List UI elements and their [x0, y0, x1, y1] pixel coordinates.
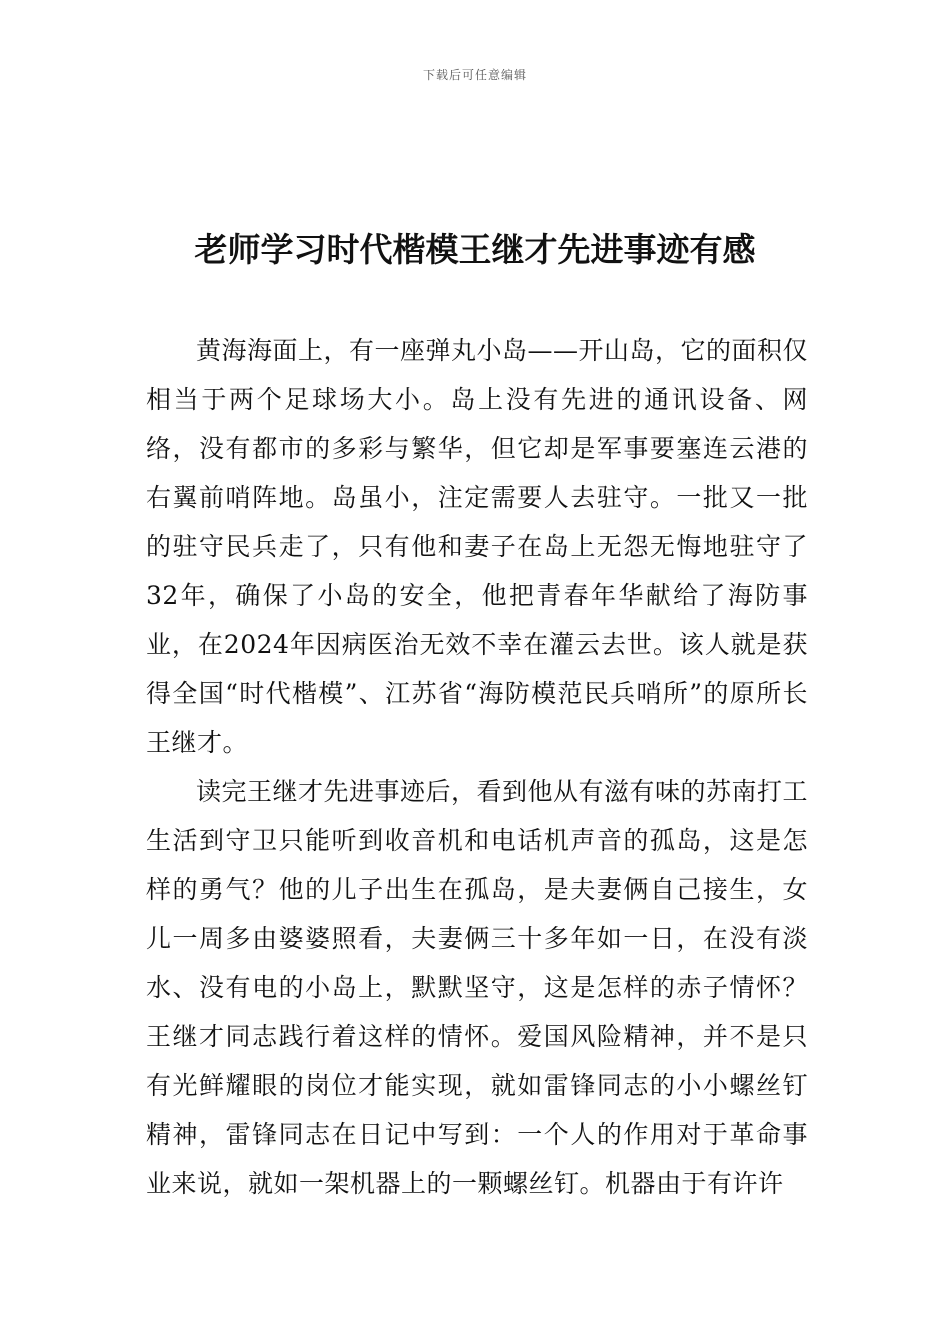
paragraph-2: 读完王继才先进事迹后，看到他从有滋有味的苏南打工生活到守卫只能听到收音机和电话机声音的孤岛，这是怎样的勇气？他的儿子出生在孤岛，是夫妻俩自己接生，女儿一周多由婆婆照看，夫妻俩三十多年如一日，在没有淡水、没有电的小岛上，默默坚守，这是怎样的赤子情怀？王继才同志践行着这样的情怀。爱国风险精神，并不是只有光鲜耀眼的岗位才能实现，就如雷锋同志的小小螺丝钉精神，雷锋同志在日记中写到：一个人的作用对于革命事业来说，就如一架机器上的一颗螺丝钉。机器由于有许许	[146, 777, 809, 1198]
document-title: 老师学习时代楷模王继才先进事迹有感	[194, 230, 756, 269]
header-note: 下载后可任意编辑	[422, 68, 527, 82]
document-body	[146, 326, 808, 1208]
paragraph-1: 黄海海面上，有一座弹丸小岛——开山岛，它的面积仅相当于两个足球场大小。岛上没有先进的通讯设备、网络，没有都市的多彩与繁华，但它却是军事要塞连云港的右翼前哨阵地。岛虽小，注定需要人去驻守。一批又一批的驻守民兵走了，只有他和妻子在岛上无怨无悔地驻守了32年，确保了小岛的安全，他把青春年华献给了海防事业，在2024年因病医治无效不幸在灌云去世。该人就是获得全国“时代楷模”、江苏省“海防模范民兵哨所”的原所长王继才。	[146, 336, 809, 757]
